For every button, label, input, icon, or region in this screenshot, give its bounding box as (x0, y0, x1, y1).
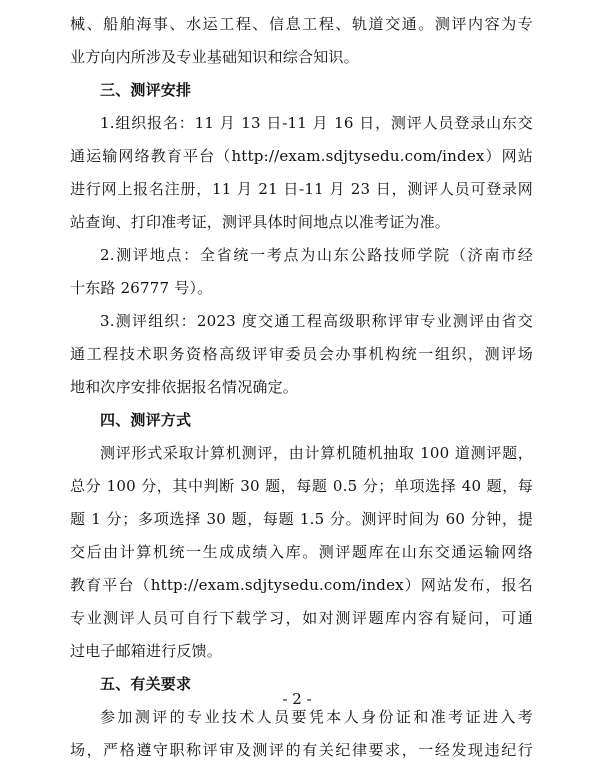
text-line: 过电子邮箱进行反馈。 (70, 642, 223, 660)
page-number: - 2 - (282, 690, 312, 708)
text-line: 教育平台（http://exam.sdjtysedu.com/index）网站发布，报名 (70, 576, 533, 594)
text-line: 专业测评人员可自行下载学习，如对测评题库内容有疑问，可通 (70, 609, 533, 627)
text-line: 通工程技术职务资格高级评审委员会办事机构统一组织，测评场 (70, 345, 533, 363)
text-line: 交后由计算机统一生成成绩入库。测评题库在山东交通运输网络 (70, 543, 533, 561)
text-line: 3.测评组织：2023 度交通工程高级职称评审专业测评由省交 (100, 312, 533, 330)
section-heading: 三、测评安排 (100, 81, 192, 99)
text-line: 1.组织报名：11 月 13 日-11 月 16 日，测评人员登录山东交 (100, 114, 533, 132)
text-line: 测评形式采取计算机测评，由计算机随机抽取 100 道测评题， (100, 444, 533, 462)
text-line: 2.测评地点：全省统一考点为山东公路技师学院（济南市经 (100, 246, 533, 264)
text-line: 械、船舶海事、水运工程、信息工程、轨道交通。测评内容为专 (70, 15, 533, 33)
text-line: 站查询、打印准考证，测评具体时间地点以准考证为准。 (70, 213, 451, 231)
text-line: 总分 100 分，其中判断 30 题，每题 0.5 分；单项选择 40 题，每 (70, 477, 533, 495)
text-line: 通运输网络教育平台（http://exam.sdjtysedu.com/index）网站 (70, 147, 533, 165)
text-line: 地和次序安排依据报名情况确定。 (70, 378, 299, 396)
section-heading: 四、测评方式 (100, 411, 192, 429)
text-line: 参加测评的专业技术人员要凭本人身份证和准考证进入考 (100, 708, 533, 726)
text-line: 场，严格遵守职称评审及测评的有关纪律要求，一经发现违纪行 (70, 741, 533, 759)
text-line: 题 1 分；多项选择 30 题，每题 1.5 分。测评时间为 60 分钟，提 (70, 510, 533, 528)
section-heading: 五、有关要求 (100, 675, 192, 693)
text-line: 进行网上报名注册，11 月 21 日-11 月 23 日，测评人员可登录网 (70, 180, 533, 198)
text-line: 业方向内所涉及专业基础知识和综合知识。 (70, 48, 359, 66)
text-line: 十东路 26777 号）。 (70, 279, 213, 297)
document-body (70, 8, 533, 767)
